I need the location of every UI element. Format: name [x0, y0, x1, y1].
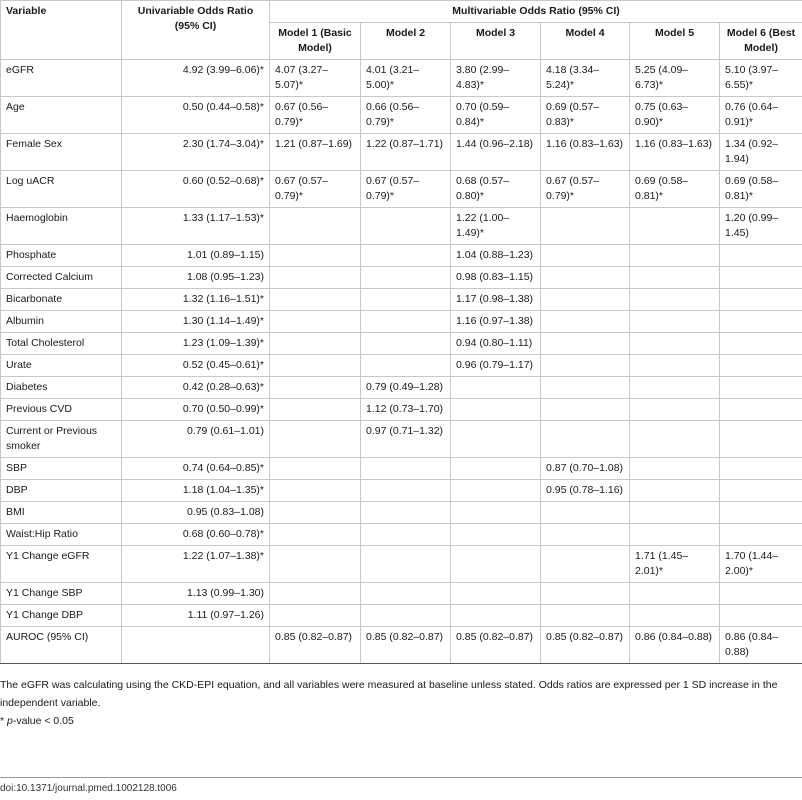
variable-cell: Y1 Change DBP [1, 605, 122, 627]
table-row [1, 311, 802, 333]
univariable-cell: 1.33 (1.17–1.53)* [122, 208, 270, 245]
table-row [1, 267, 802, 289]
model-4-cell [541, 605, 630, 627]
univariable-cell: 0.95 (0.83–1.08) [122, 502, 270, 524]
model-2-cell: 0.85 (0.82–0.87) [361, 627, 451, 664]
variable-cell: DBP [1, 480, 122, 502]
variable-cell: Log uACR [1, 171, 122, 208]
model-1-cell [270, 245, 361, 267]
model-5-cell [630, 421, 720, 458]
model-2-cell: 4.01 (3.21–5.00)* [361, 60, 451, 97]
variable-cell: Phosphate [1, 245, 122, 267]
model-1-cell [270, 583, 361, 605]
model-4-cell [541, 267, 630, 289]
model-2-cell [361, 333, 451, 355]
variable-cell: Urate [1, 355, 122, 377]
model-3-cell [451, 480, 541, 502]
univariable-cell: 1.32 (1.16–1.51)* [122, 289, 270, 311]
model-4-cell [541, 399, 630, 421]
model-5-cell [630, 399, 720, 421]
model-4-cell [541, 311, 630, 333]
univariable-cell: 1.08 (0.95–1.23) [122, 267, 270, 289]
model-5-cell: 1.16 (0.83–1.63) [630, 134, 720, 171]
model-3-cell [451, 421, 541, 458]
model-4-cell: 0.87 (0.70–1.08) [541, 458, 630, 480]
model-4-cell: 4.18 (3.34–5.24)* [541, 60, 630, 97]
model-5-cell [630, 208, 720, 245]
model-2-cell [361, 480, 451, 502]
model-1-cell [270, 546, 361, 583]
model-3-cell [451, 502, 541, 524]
model-5-cell: 0.69 (0.58–0.81)* [630, 171, 720, 208]
significance-note [0, 712, 800, 730]
model-5-cell: 1.71 (1.45–2.01)* [630, 546, 720, 583]
model-3-cell [451, 377, 541, 399]
model-4-cell [541, 583, 630, 605]
univariable-cell: 0.42 (0.28–0.63)* [122, 377, 270, 399]
model-6-cell: 1.20 (0.99–1.45) [720, 208, 802, 245]
model-6-cell: 1.34 (0.92–1.94) [720, 134, 802, 171]
model-3-cell: 0.96 (0.79–1.17) [451, 355, 541, 377]
model-4-cell: 1.16 (0.83–1.63) [541, 134, 630, 171]
model-4-cell: 0.85 (0.82–0.87) [541, 627, 630, 664]
model-2-cell [361, 245, 451, 267]
table-row [1, 458, 802, 480]
variable-cell: Current or Previous smoker [1, 421, 122, 458]
table-row [1, 171, 802, 208]
model-3-cell [451, 605, 541, 627]
model-6-cell [720, 289, 802, 311]
model-3-cell: 0.68 (0.57–0.80)* [451, 171, 541, 208]
table-row [1, 583, 802, 605]
univariable-cell: 0.50 (0.44–0.58)* [122, 97, 270, 134]
model-2-cell [361, 458, 451, 480]
univariable-cell: 0.74 (0.64–0.85)* [122, 458, 270, 480]
model-5-cell [630, 524, 720, 546]
variable-cell: Haemoglobin [1, 208, 122, 245]
table-row [1, 480, 802, 502]
table-row [1, 546, 802, 583]
variable-cell: Diabetes [1, 377, 122, 399]
table-row [1, 134, 802, 171]
model-1-cell [270, 524, 361, 546]
model-5-cell [630, 311, 720, 333]
variable-cell: Age [1, 97, 122, 134]
model-2-cell: 1.22 (0.87–1.71) [361, 134, 451, 171]
univariable-cell: 1.18 (1.04–1.35)* [122, 480, 270, 502]
model-4-cell [541, 524, 630, 546]
model-5-cell: 0.86 (0.84–0.88) [630, 627, 720, 664]
model-6-cell [720, 311, 802, 333]
variable-cell: Albumin [1, 311, 122, 333]
model-3-cell: 1.04 (0.88–1.23) [451, 245, 541, 267]
significance-rest: -value < 0.05 [12, 715, 74, 727]
model-2-cell: 0.79 (0.49–1.28) [361, 377, 451, 399]
model-1-cell [270, 333, 361, 355]
model-3-cell [451, 399, 541, 421]
model-5-cell [630, 355, 720, 377]
model-3-cell: 0.70 (0.59–0.84)* [451, 97, 541, 134]
model-4-cell [541, 546, 630, 583]
model-2-cell [361, 583, 451, 605]
model-5-cell [630, 289, 720, 311]
model-4-cell: 0.95 (0.78–1.16) [541, 480, 630, 502]
model-2-cell: 1.12 (0.73–1.70) [361, 399, 451, 421]
table-row [1, 605, 802, 627]
variable-cell: Y1 Change SBP [1, 583, 122, 605]
header-row-top [1, 1, 802, 23]
model-3-cell: 1.22 (1.00–1.49)* [451, 208, 541, 245]
model-6-cell: 1.70 (1.44–2.00)* [720, 546, 802, 583]
model-1-cell [270, 399, 361, 421]
model-1-cell: 1.21 (0.87–1.69) [270, 134, 361, 171]
table-row [1, 627, 802, 664]
model-1-cell [270, 208, 361, 245]
model-header: Model 5 [630, 23, 720, 60]
model-2-cell [361, 208, 451, 245]
model-5-cell [630, 605, 720, 627]
table-row [1, 399, 802, 421]
variable-cell: Waist:Hip Ratio [1, 524, 122, 546]
model-2-cell [361, 311, 451, 333]
model-3-cell: 1.44 (0.96–2.18) [451, 134, 541, 171]
table-row [1, 208, 802, 245]
model-1-cell: 0.67 (0.56–0.79)* [270, 97, 361, 134]
univariable-cell: 0.70 (0.50–0.99)* [122, 399, 270, 421]
table-row [1, 377, 802, 399]
model-6-cell [720, 333, 802, 355]
model-6-cell: 0.86 (0.84–0.88) [720, 627, 802, 664]
table-row [1, 524, 802, 546]
model-1-cell [270, 480, 361, 502]
univariable-cell: 0.52 (0.45–0.61)* [122, 355, 270, 377]
significance-p: p [7, 715, 13, 727]
univariable-cell: 1.30 (1.14–1.49)* [122, 311, 270, 333]
model-5-cell [630, 583, 720, 605]
model-1-cell [270, 289, 361, 311]
model-5-cell [630, 245, 720, 267]
model-2-cell: 0.97 (0.71–1.32) [361, 421, 451, 458]
model-header: Model 2 [361, 23, 451, 60]
variable-cell: eGFR [1, 60, 122, 97]
univariable-cell: 0.79 (0.61–1.01) [122, 421, 270, 458]
model-1-cell [270, 458, 361, 480]
table-row [1, 421, 802, 458]
model-6-cell [720, 267, 802, 289]
univariable-cell: 0.60 (0.52–0.68)* [122, 171, 270, 208]
model-header: Model 4 [541, 23, 630, 60]
model-1-cell: 0.67 (0.57–0.79)* [270, 171, 361, 208]
doi-link[interactable]: doi:10.1371/journal.pmed.1002128.t006 [0, 783, 177, 794]
model-5-cell [630, 267, 720, 289]
multivariable-header: Multivariable Odds Ratio (95% CI) [270, 1, 802, 23]
model-6-cell [720, 377, 802, 399]
table-row [1, 333, 802, 355]
model-3-cell [451, 583, 541, 605]
model-2-cell [361, 524, 451, 546]
model-1-cell: 4.07 (3.27–5.07)* [270, 60, 361, 97]
model-6-cell [720, 399, 802, 421]
model-4-cell [541, 245, 630, 267]
model-4-cell [541, 377, 630, 399]
model-6-cell: 0.69 (0.58–0.81)* [720, 171, 802, 208]
model-4-cell [541, 502, 630, 524]
variable-cell: Corrected Calcium [1, 267, 122, 289]
model-1-cell: 0.85 (0.82–0.87) [270, 627, 361, 664]
univariable-cell: 0.68 (0.60–0.78)* [122, 524, 270, 546]
model-3-cell: 0.85 (0.82–0.87) [451, 627, 541, 664]
model-1-cell [270, 377, 361, 399]
model-6-cell [720, 502, 802, 524]
model-2-cell [361, 605, 451, 627]
model-5-cell [630, 377, 720, 399]
model-5-cell: 0.75 (0.63–0.90)* [630, 97, 720, 134]
model-4-cell: 0.69 (0.57–0.83)* [541, 97, 630, 134]
model-6-cell [720, 605, 802, 627]
model-2-cell [361, 289, 451, 311]
significance-star: * [0, 715, 5, 727]
model-3-cell: 0.98 (0.83–1.15) [451, 267, 541, 289]
model-header: Model 1 (Basic Model) [270, 23, 361, 60]
model-6-cell [720, 355, 802, 377]
model-4-cell [541, 355, 630, 377]
variable-cell: Previous CVD [1, 399, 122, 421]
table-row [1, 502, 802, 524]
variable-cell: AUROC (95% CI) [1, 627, 122, 664]
model-1-cell [270, 502, 361, 524]
model-3-cell: 0.94 (0.80–1.11) [451, 333, 541, 355]
univariable-cell: 1.11 (0.97–1.26) [122, 605, 270, 627]
variable-cell: Total Cholesterol [1, 333, 122, 355]
variable-cell: Y1 Change eGFR [1, 546, 122, 583]
table-row [1, 97, 802, 134]
model-5-cell [630, 502, 720, 524]
model-6-cell [720, 524, 802, 546]
model-6-cell [720, 421, 802, 458]
table-body [1, 60, 802, 664]
univariable-header: Univariable Odds Ratio (95% CI) [122, 1, 270, 60]
variable-cell: Female Sex [1, 134, 122, 171]
model-3-cell: 3.80 (2.99–4.83)* [451, 60, 541, 97]
variable-cell: BMI [1, 502, 122, 524]
univariable-cell: 4.92 (3.99–6.06)* [122, 60, 270, 97]
methods-note: The eGFR was calculating using the CKD-EPI equation, and all variables were measured at baseline unless stated. Odds ratios are expressed per 1 SD increase in the independent variable. [0, 679, 778, 709]
model-1-cell [270, 605, 361, 627]
model-6-cell [720, 458, 802, 480]
table-footnotes [0, 676, 800, 730]
model-6-cell [720, 583, 802, 605]
model-6-cell: 5.10 (3.97–6.55)* [720, 60, 802, 97]
univariable-cell: 2.30 (1.74–3.04)* [122, 134, 270, 171]
table-row [1, 245, 802, 267]
model-header: Model 6 (Best Model) [720, 23, 802, 60]
table-row [1, 355, 802, 377]
model-2-cell: 0.66 (0.56–0.79)* [361, 97, 451, 134]
model-1-cell [270, 421, 361, 458]
univariable-cell: 1.13 (0.99–1.30) [122, 583, 270, 605]
univariable-cell [122, 627, 270, 664]
model-2-cell [361, 267, 451, 289]
model-5-cell [630, 458, 720, 480]
model-3-cell [451, 458, 541, 480]
variable-cell: Bicarbonate [1, 289, 122, 311]
model-2-cell [361, 502, 451, 524]
model-6-cell [720, 245, 802, 267]
model-4-cell [541, 333, 630, 355]
model-5-cell [630, 333, 720, 355]
model-3-cell: 1.17 (0.98–1.38) [451, 289, 541, 311]
model-3-cell [451, 546, 541, 583]
model-6-cell [720, 480, 802, 502]
table-row [1, 289, 802, 311]
model-4-cell [541, 421, 630, 458]
doi-divider [0, 777, 802, 778]
model-4-cell [541, 208, 630, 245]
model-3-cell: 1.16 (0.97–1.38) [451, 311, 541, 333]
univariable-cell: 1.01 (0.89–1.15) [122, 245, 270, 267]
model-4-cell [541, 289, 630, 311]
model-4-cell: 0.67 (0.57–0.79)* [541, 171, 630, 208]
model-1-cell [270, 311, 361, 333]
model-3-cell [451, 524, 541, 546]
variable-header: Variable [1, 1, 122, 60]
table-row [1, 60, 802, 97]
model-6-cell: 0.76 (0.64–0.91)* [720, 97, 802, 134]
univariable-cell: 1.22 (1.07–1.38)* [122, 546, 270, 583]
model-2-cell: 0.67 (0.57–0.79)* [361, 171, 451, 208]
model-5-cell [630, 480, 720, 502]
variable-cell: SBP [1, 458, 122, 480]
model-header: Model 3 [451, 23, 541, 60]
model-2-cell [361, 546, 451, 583]
model-5-cell: 5.25 (4.09–6.73)* [630, 60, 720, 97]
univariable-cell: 1.23 (1.09–1.39)* [122, 333, 270, 355]
model-1-cell [270, 267, 361, 289]
model-2-cell [361, 355, 451, 377]
model-1-cell [270, 355, 361, 377]
